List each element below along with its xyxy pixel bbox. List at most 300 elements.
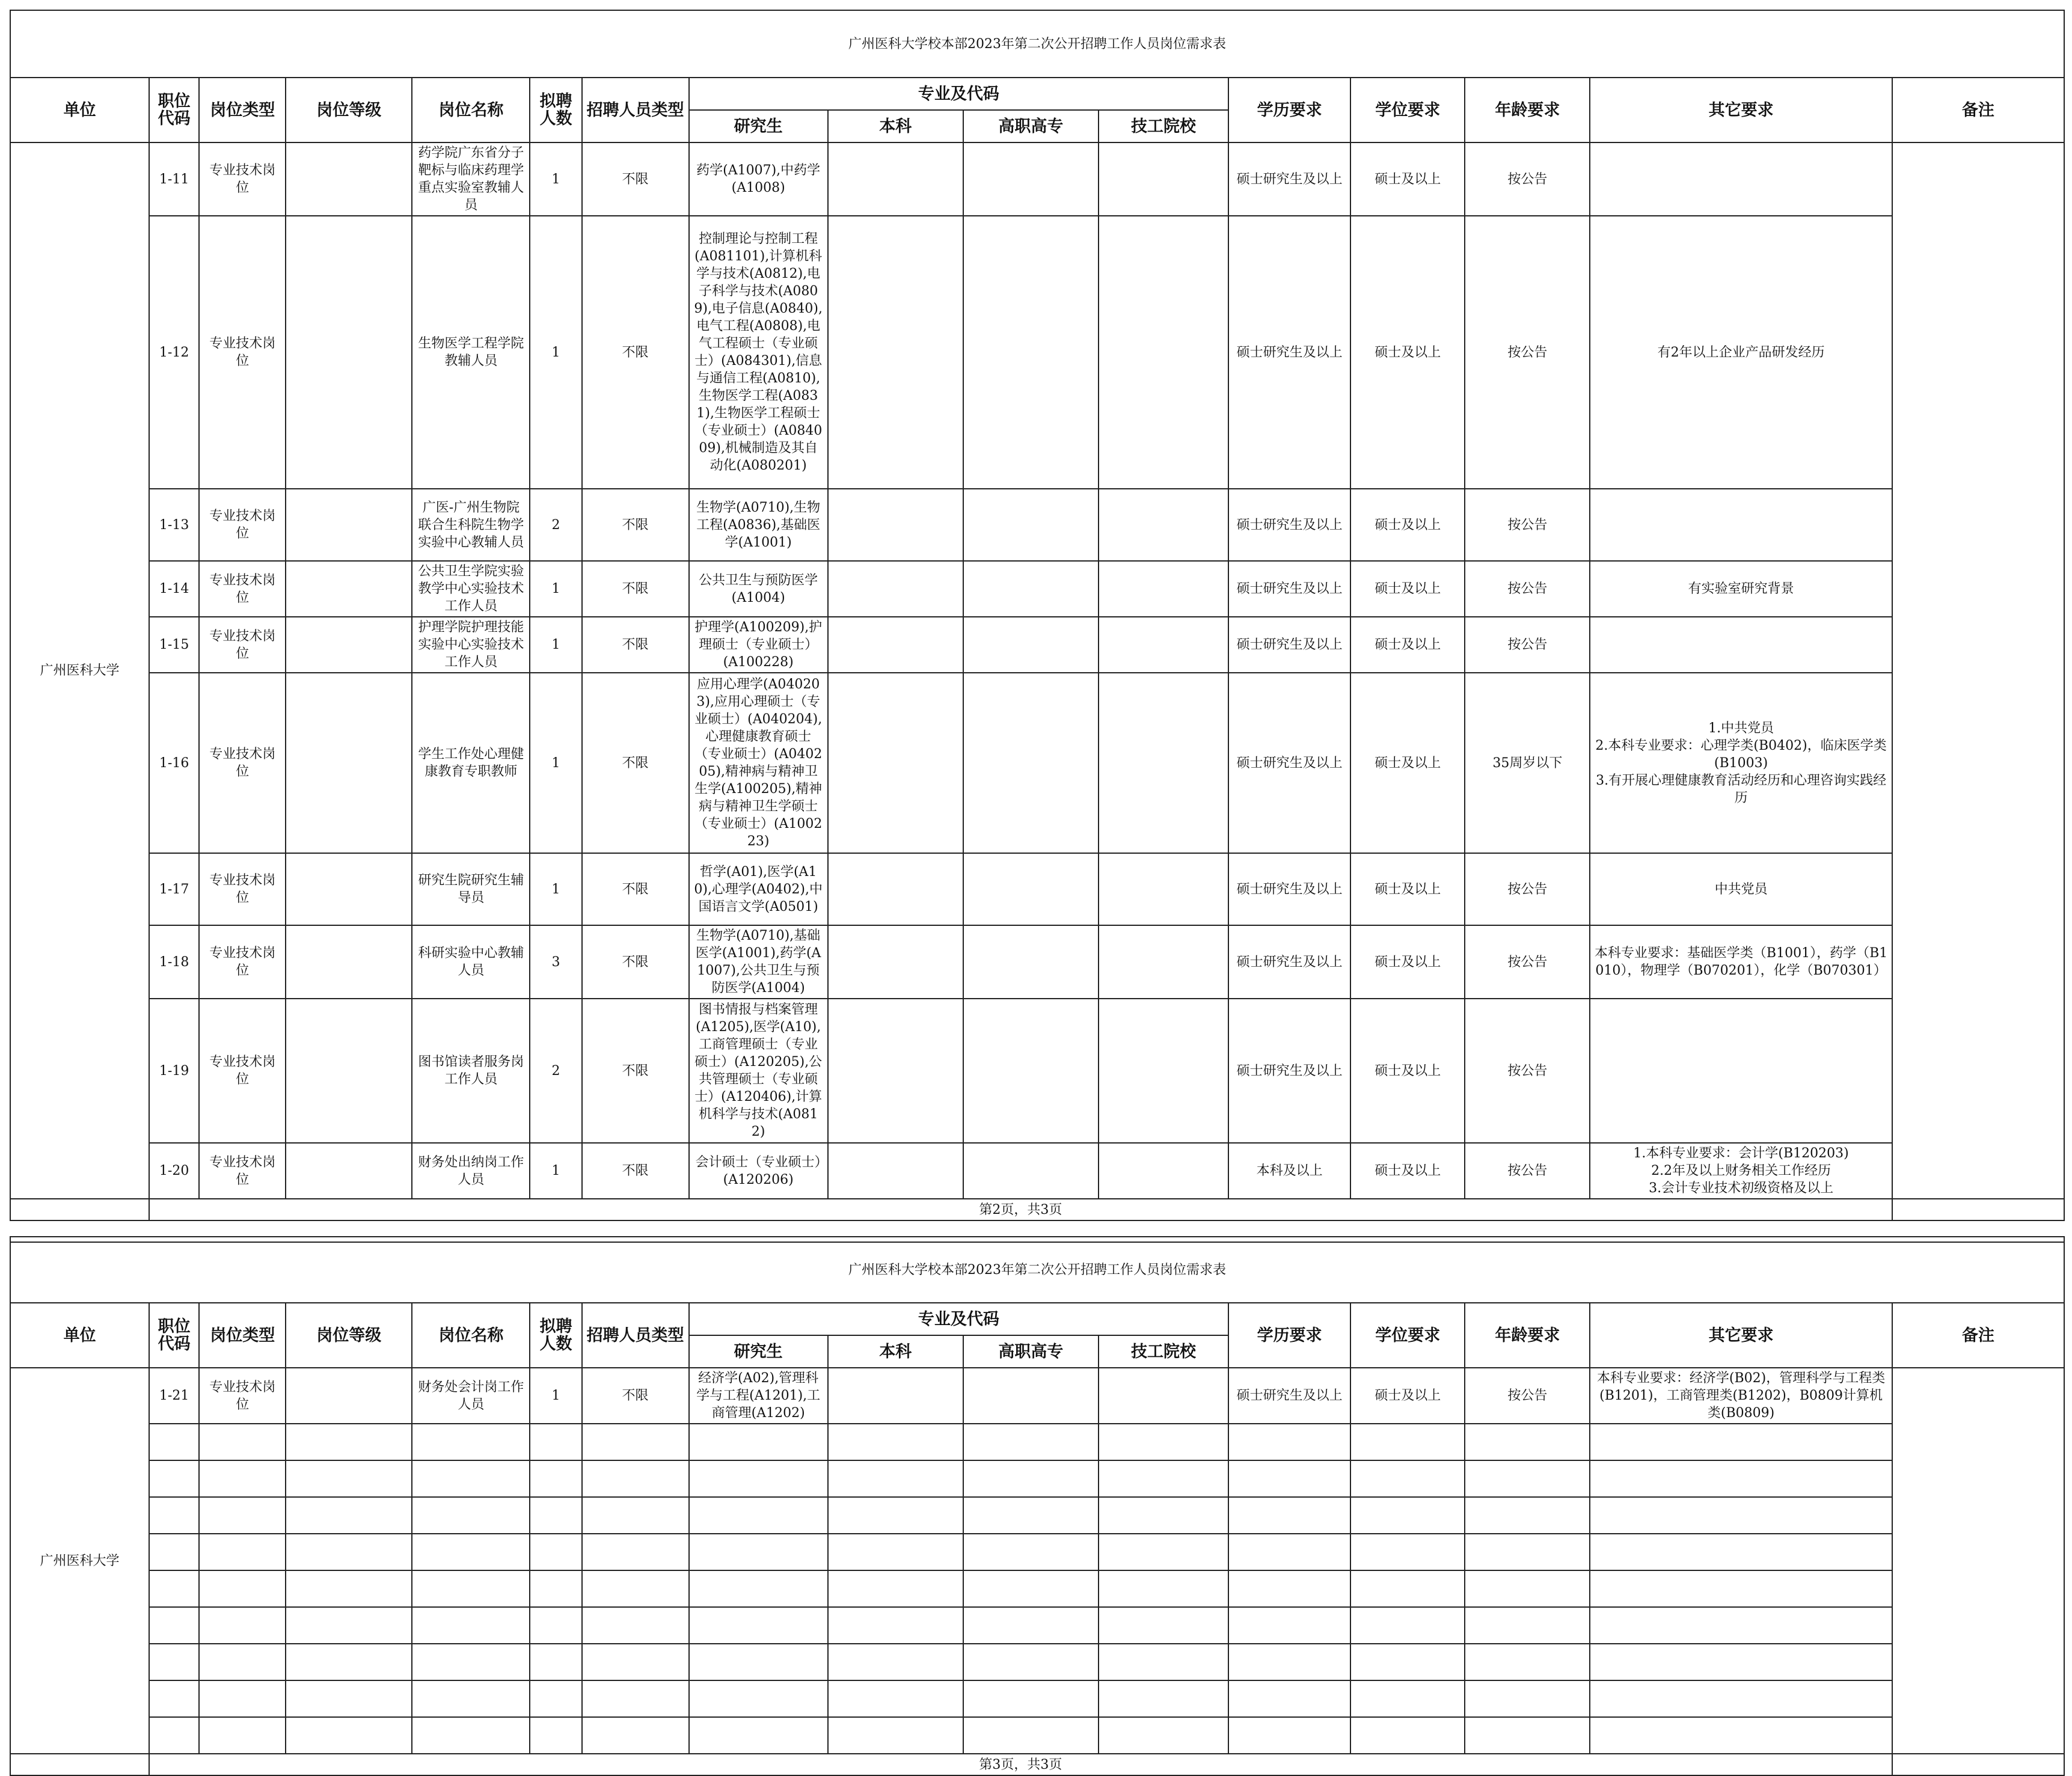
table-row <box>10 925 2064 999</box>
other-requirements-cell: 中共党员 <box>1590 853 1892 925</box>
empty-cell <box>582 1680 689 1717</box>
empty-cell <box>149 1424 199 1460</box>
empty-cell <box>582 1607 689 1644</box>
empty-cell <box>530 1680 581 1717</box>
empty-cell <box>199 1680 286 1717</box>
job-name-cell: 研究生院研究生辅导员 <box>412 853 530 925</box>
job-name-cell: 护理学院护理技能实验中心实验技术工作人员 <box>412 617 530 673</box>
job-code-cell: 1-20 <box>149 1143 199 1199</box>
job-type-cell: 专业技术岗位 <box>199 1143 286 1199</box>
job-type-cell: 专业技术岗位 <box>199 1368 286 1424</box>
job-level-cell <box>286 853 412 925</box>
empty-cell <box>1350 1534 1465 1570</box>
empty-cell <box>828 1717 963 1754</box>
job-type-cell: 专业技术岗位 <box>199 561 286 617</box>
table-row <box>10 617 2064 673</box>
empty-cell <box>1590 1570 1892 1607</box>
empty-cell <box>530 1497 581 1534</box>
empty-cell <box>1465 1680 1590 1717</box>
header-tech: 技工院校 <box>1099 1335 1228 1368</box>
bachelor-major-cell <box>828 216 963 489</box>
empty-cell <box>412 1534 530 1570</box>
empty-cell <box>530 1424 581 1460</box>
bachelor-major-cell <box>828 142 963 216</box>
empty-cell <box>1228 1497 1350 1534</box>
empty-cell <box>582 1424 689 1460</box>
degree-cell: 硕士及以上 <box>1350 1143 1465 1199</box>
recruit-type-cell: 不限 <box>582 999 689 1143</box>
job-level-cell <box>286 925 412 999</box>
empty-cell <box>1099 1607 1228 1644</box>
empty-cell <box>1099 1717 1228 1754</box>
education-cell: 硕士研究生及以上 <box>1228 489 1350 561</box>
headcount-cell: 1 <box>530 617 581 673</box>
tech-major-cell <box>1099 673 1228 853</box>
empty-cell <box>1465 1460 1590 1497</box>
job-level-cell <box>286 617 412 673</box>
empty-cell <box>963 1570 1099 1607</box>
college-major-cell <box>963 853 1099 925</box>
header-code: 职位代码 <box>149 1303 199 1368</box>
header-grad: 研究生 <box>689 1335 828 1368</box>
empty-cell <box>963 1460 1099 1497</box>
grad-major-cell: 应用心理学(A040203),应用心理硕士（专业硕士）(A040204),心理健康教育硕士（专业硕士）(A040205),精神病与精神卫生学(A100205),精神病与精神卫生学硕士（专业硕士）(A100223) <box>689 673 828 853</box>
bachelor-major-cell <box>828 1143 963 1199</box>
job-level-cell <box>286 216 412 489</box>
job-name-cell: 药学院广东省分子靶标与临床药理学重点实验室教辅人员 <box>412 142 530 216</box>
job-type-cell: 专业技术岗位 <box>199 925 286 999</box>
job-type-cell: 专业技术岗位 <box>199 216 286 489</box>
page-number-3: 第3页，共3页 <box>149 1754 1892 1775</box>
empty-cell <box>689 1644 828 1680</box>
college-major-cell <box>963 617 1099 673</box>
empty-cell <box>286 1460 412 1497</box>
job-name-cell: 财务处会计岗工作人员 <box>412 1368 530 1424</box>
headcount-cell: 2 <box>530 999 581 1143</box>
empty-cell <box>1465 1534 1590 1570</box>
empty-cell <box>412 1717 530 1754</box>
empty-table-row <box>10 1497 2064 1534</box>
job-level-cell <box>286 1368 412 1424</box>
education-cell: 硕士研究生及以上 <box>1228 1368 1350 1424</box>
empty-table-row <box>10 1680 2064 1717</box>
bachelor-major-cell <box>828 673 963 853</box>
empty-cell <box>1228 1570 1350 1607</box>
empty-cell <box>828 1644 963 1680</box>
empty-table-row <box>10 1717 2064 1754</box>
degree-cell: 硕士及以上 <box>1350 561 1465 617</box>
header-other: 其它要求 <box>1590 1303 1892 1368</box>
empty-cell <box>1350 1460 1465 1497</box>
other-requirements-cell: 本科专业要求：经济学(B02)，管理科学与工程类(B1201)，工商管理类(B1202)，B0809计算机类(B0809) <box>1590 1368 1892 1424</box>
grad-major-cell: 控制理论与控制工程(A081101),计算机科学与技术(A0812),电子科学与技术(A0809),电子信息(A0840),电气工程(A0808),电气工程硕士（专业硕士）(A084301),信息与通信工程(A0810),生物医学工程(A0831),生物医学工程硕士（专业硕士）(A084009),机械制造及其自动化(A080201) <box>689 216 828 489</box>
empty-cell <box>1099 1680 1228 1717</box>
empty-cell <box>689 1607 828 1644</box>
other-requirements-cell <box>1590 142 1892 216</box>
age-cell: 按公告 <box>1465 853 1590 925</box>
table-row <box>10 673 2064 853</box>
bachelor-major-cell <box>828 617 963 673</box>
empty-cell <box>286 1497 412 1534</box>
empty-cell <box>199 1570 286 1607</box>
empty-cell <box>1099 1534 1228 1570</box>
header-level: 岗位等级 <box>286 78 412 142</box>
table-row <box>10 1143 2064 1199</box>
header-code: 职位代码 <box>149 78 199 142</box>
college-major-cell <box>963 673 1099 853</box>
empty-table-row <box>10 1424 2064 1460</box>
header-grad: 研究生 <box>689 110 828 142</box>
job-code-cell: 1-11 <box>149 142 199 216</box>
recruit-type-cell: 不限 <box>582 617 689 673</box>
empty-cell <box>828 1534 963 1570</box>
empty-cell <box>412 1607 530 1644</box>
empty-cell <box>828 1570 963 1607</box>
tech-major-cell <box>1099 561 1228 617</box>
recruit-type-cell: 不限 <box>582 216 689 489</box>
empty-cell <box>582 1570 689 1607</box>
table-row <box>10 853 2064 925</box>
job-code-cell: 1-15 <box>149 617 199 673</box>
note-cell <box>1892 1368 2064 1754</box>
college-major-cell <box>963 999 1099 1143</box>
empty-cell <box>199 1607 286 1644</box>
grad-major-cell: 生物学(A0710),基础医学(A1001),药学(A1007),公共卫生与预防医学(A1004) <box>689 925 828 999</box>
empty-cell <box>1350 1424 1465 1460</box>
empty-cell <box>286 1607 412 1644</box>
age-cell: 35周岁以下 <box>1465 673 1590 853</box>
empty-cell <box>582 1497 689 1534</box>
job-level-cell <box>286 999 412 1143</box>
empty-cell <box>689 1680 828 1717</box>
job-level-cell <box>286 1143 412 1199</box>
empty-cell <box>1228 1644 1350 1680</box>
degree-cell: 硕士及以上 <box>1350 925 1465 999</box>
empty-cell <box>286 1570 412 1607</box>
empty-cell <box>1590 1717 1892 1754</box>
empty-cell <box>149 1717 199 1754</box>
empty-cell <box>963 1680 1099 1717</box>
empty-cell <box>530 1607 581 1644</box>
tech-major-cell <box>1099 1368 1228 1424</box>
job-code-cell: 1-14 <box>149 561 199 617</box>
empty-cell <box>149 1644 199 1680</box>
job-type-cell: 专业技术岗位 <box>199 617 286 673</box>
empty-cell <box>412 1424 530 1460</box>
empty-cell <box>689 1570 828 1607</box>
empty-cell <box>963 1644 1099 1680</box>
other-requirements-cell: 有实验室研究背景 <box>1590 561 1892 617</box>
table-row <box>10 561 2064 617</box>
empty-cell <box>1590 1460 1892 1497</box>
table-body-page2 <box>10 142 2064 1199</box>
header-bachelor: 本科 <box>828 1335 963 1368</box>
bachelor-major-cell <box>828 853 963 925</box>
age-cell: 按公告 <box>1465 1143 1590 1199</box>
table-row <box>10 489 2064 561</box>
college-major-cell <box>963 142 1099 216</box>
empty-cell <box>199 1534 286 1570</box>
headcount-cell: 1 <box>530 853 581 925</box>
recruit-type-cell: 不限 <box>582 925 689 999</box>
header-count: 拟聘人数 <box>530 1303 581 1368</box>
empty-cell <box>412 1644 530 1680</box>
job-name-cell: 科研实验中心教辅人员 <box>412 925 530 999</box>
age-cell: 按公告 <box>1465 1368 1590 1424</box>
empty-cell <box>1099 1424 1228 1460</box>
tech-major-cell <box>1099 999 1228 1143</box>
empty-cell <box>1099 1497 1228 1534</box>
empty-cell <box>1350 1497 1465 1534</box>
empty-cell <box>582 1644 689 1680</box>
empty-cell <box>1350 1717 1465 1754</box>
education-cell: 硕士研究生及以上 <box>1228 216 1350 489</box>
job-level-cell <box>286 673 412 853</box>
education-cell: 硕士研究生及以上 <box>1228 142 1350 216</box>
empty-cell <box>286 1424 412 1460</box>
headcount-cell: 1 <box>530 673 581 853</box>
headcount-cell: 1 <box>530 561 581 617</box>
college-major-cell <box>963 561 1099 617</box>
header-level: 岗位等级 <box>286 1303 412 1368</box>
tech-major-cell <box>1099 925 1228 999</box>
empty-cell <box>963 1424 1099 1460</box>
empty-cell <box>689 1717 828 1754</box>
other-requirements-cell: 1.本科专业要求：会计学(B120203) 2.2年及以上财务相关工作经历 3.会计专业技术初级资格及以上 <box>1590 1143 1892 1199</box>
age-cell: 按公告 <box>1465 216 1590 489</box>
degree-cell: 硕士及以上 <box>1350 617 1465 673</box>
job-type-cell: 专业技术岗位 <box>199 489 286 561</box>
empty-cell <box>1228 1680 1350 1717</box>
empty-cell <box>689 1460 828 1497</box>
table-row <box>10 142 2064 216</box>
job-type-cell: 专业技术岗位 <box>199 142 286 216</box>
empty-cell <box>530 1717 581 1754</box>
empty-table-row <box>10 1570 2064 1607</box>
empty-cell <box>1099 1644 1228 1680</box>
empty-cell <box>199 1717 286 1754</box>
bachelor-major-cell <box>828 561 963 617</box>
headcount-cell: 1 <box>530 142 581 216</box>
empty-cell <box>1590 1607 1892 1644</box>
page-title-p3: 广州医科大学校本部2023年第二次公开招聘工作人员岗位需求表 <box>10 1237 2064 1303</box>
empty-cell <box>199 1424 286 1460</box>
grad-major-cell: 哲学(A01),医学(A10),心理学(A0402),中国语言文学(A0501) <box>689 853 828 925</box>
empty-cell <box>1590 1534 1892 1570</box>
empty-cell <box>828 1424 963 1460</box>
job-demand-table-page3 <box>10 1236 2065 1776</box>
header-bachelor: 本科 <box>828 110 963 142</box>
empty-cell <box>286 1644 412 1680</box>
page-title: 广州医科大学校本部2023年第二次公开招聘工作人员岗位需求表 <box>10 10 2064 78</box>
empty-cell <box>286 1680 412 1717</box>
header-recruit-type: 招聘人员类型 <box>582 1303 689 1368</box>
header-other: 其它要求 <box>1590 78 1892 142</box>
bachelor-major-cell <box>828 999 963 1143</box>
empty-cell <box>1099 1460 1228 1497</box>
header-unit: 单位 <box>10 78 149 142</box>
empty-cell <box>828 1607 963 1644</box>
empty-cell <box>1228 1460 1350 1497</box>
header-edu: 学历要求 <box>1228 1303 1350 1368</box>
degree-cell: 硕士及以上 <box>1350 1368 1465 1424</box>
empty-cell <box>1465 1424 1590 1460</box>
table-row <box>10 1368 2064 1424</box>
other-requirements-cell <box>1590 999 1892 1143</box>
empty-table-row <box>10 1460 2064 1497</box>
job-name-cell: 公共卫生学院实验教学中心实验技术工作人员 <box>412 561 530 617</box>
headcount-cell: 3 <box>530 925 581 999</box>
job-code-cell: 1-19 <box>149 999 199 1143</box>
job-name-cell: 生物医学工程学院教辅人员 <box>412 216 530 489</box>
degree-cell: 硕士及以上 <box>1350 142 1465 216</box>
tech-major-cell <box>1099 216 1228 489</box>
empty-cell <box>149 1680 199 1717</box>
empty-cell <box>149 1497 199 1534</box>
empty-cell <box>1099 1570 1228 1607</box>
empty-cell <box>1350 1570 1465 1607</box>
age-cell: 按公告 <box>1465 925 1590 999</box>
empty-cell <box>689 1497 828 1534</box>
other-requirements-cell: 1.中共党员 2.本科专业要求：心理学类(B0402)，临床医学类(B1003) 3.有开展心理健康教育活动经历和心理咨询实践经历 <box>1590 673 1892 853</box>
job-name-cell: 财务处出纳岗工作人员 <box>412 1143 530 1199</box>
empty-cell <box>286 1717 412 1754</box>
empty-cell <box>963 1607 1099 1644</box>
job-name-cell: 学生工作处心理健康教育专职教师 <box>412 673 530 853</box>
education-cell: 硕士研究生及以上 <box>1228 673 1350 853</box>
grad-major-cell: 药学(A1007),中药学(A1008) <box>689 142 828 216</box>
job-name-cell: 图书馆读者服务岗工作人员 <box>412 999 530 1143</box>
header-name: 岗位名称 <box>412 78 530 142</box>
unit-cell: 广州医科大学 <box>10 142 149 1199</box>
empty-cell <box>149 1607 199 1644</box>
empty-cell <box>582 1534 689 1570</box>
empty-cell <box>412 1680 530 1717</box>
empty-cell <box>1465 1644 1590 1680</box>
empty-cell <box>582 1460 689 1497</box>
empty-cell <box>1465 1607 1590 1644</box>
recruit-type-cell: 不限 <box>582 1368 689 1424</box>
empty-table-row <box>10 1644 2064 1680</box>
header-type: 岗位类型 <box>199 1303 286 1368</box>
education-cell: 硕士研究生及以上 <box>1228 561 1350 617</box>
age-cell: 按公告 <box>1465 561 1590 617</box>
headcount-cell: 1 <box>530 1143 581 1199</box>
recruit-type-cell: 不限 <box>582 1143 689 1199</box>
grad-major-cell: 公共卫生与预防医学(A1004) <box>689 561 828 617</box>
age-cell: 按公告 <box>1465 489 1590 561</box>
education-cell: 硕士研究生及以上 <box>1228 853 1350 925</box>
job-code-cell: 1-18 <box>149 925 199 999</box>
header-tech: 技工院校 <box>1099 110 1228 142</box>
headcount-cell: 1 <box>530 1368 581 1424</box>
header-major-group: 专业及代码 <box>689 1303 1229 1335</box>
grad-major-cell: 会计硕士（专业硕士）(A120206) <box>689 1143 828 1199</box>
degree-cell: 硕士及以上 <box>1350 853 1465 925</box>
empty-cell <box>1228 1534 1350 1570</box>
empty-cell <box>689 1424 828 1460</box>
empty-cell <box>582 1717 689 1754</box>
job-code-cell: 1-17 <box>149 853 199 925</box>
table-row <box>10 999 2064 1143</box>
education-cell: 本科及以上 <box>1228 1143 1350 1199</box>
job-code-cell: 1-16 <box>149 673 199 853</box>
empty-cell <box>530 1534 581 1570</box>
other-requirements-cell: 有2年以上企业产品研发经历 <box>1590 216 1892 489</box>
empty-table-row <box>10 1534 2064 1570</box>
header-recruit-type: 招聘人员类型 <box>582 78 689 142</box>
empty-cell <box>1350 1680 1465 1717</box>
empty-cell <box>412 1570 530 1607</box>
empty-cell <box>149 1534 199 1570</box>
recruit-type-cell: 不限 <box>582 489 689 561</box>
header-note: 备注 <box>1892 1303 2064 1368</box>
empty-cell <box>1465 1717 1590 1754</box>
degree-cell: 硕士及以上 <box>1350 489 1465 561</box>
unit-cell: 广州医科大学 <box>10 1368 149 1754</box>
header-major-group: 专业及代码 <box>689 78 1229 110</box>
empty-cell <box>963 1717 1099 1754</box>
header-type: 岗位类型 <box>199 78 286 142</box>
tech-major-cell <box>1099 489 1228 561</box>
job-level-cell <box>286 142 412 216</box>
job-code-cell: 1-13 <box>149 489 199 561</box>
grad-major-cell: 图书情报与档案管理(A1205),医学(A10),工商管理硕士（专业硕士）(A120205),公共管理硕士（专业硕士）(A120406),计算机科学与技术(A0812) <box>689 999 828 1143</box>
header-college: 高职高专 <box>963 110 1099 142</box>
recruit-type-cell: 不限 <box>582 561 689 617</box>
job-type-cell: 专业技术岗位 <box>199 853 286 925</box>
college-major-cell <box>963 1143 1099 1199</box>
job-name-cell: 广医-广州生物院联合生科院生物学实验中心教辅人员 <box>412 489 530 561</box>
header-name: 岗位名称 <box>412 1303 530 1368</box>
empty-table-row <box>10 1607 2064 1644</box>
empty-cell <box>149 1460 199 1497</box>
empty-cell <box>1350 1607 1465 1644</box>
bachelor-major-cell <box>828 1368 963 1424</box>
recruit-type-cell: 不限 <box>582 142 689 216</box>
education-cell: 硕士研究生及以上 <box>1228 925 1350 999</box>
tech-major-cell <box>1099 142 1228 216</box>
table-row <box>10 216 2064 489</box>
empty-cell <box>1590 1680 1892 1717</box>
college-major-cell <box>963 489 1099 561</box>
bachelor-major-cell <box>828 489 963 561</box>
recruit-type-cell: 不限 <box>582 853 689 925</box>
college-major-cell <box>963 216 1099 489</box>
job-code-cell: 1-12 <box>149 216 199 489</box>
empty-cell <box>1228 1717 1350 1754</box>
tech-major-cell <box>1099 617 1228 673</box>
empty-cell <box>963 1534 1099 1570</box>
empty-cell <box>1590 1644 1892 1680</box>
empty-cell <box>1228 1607 1350 1644</box>
headcount-cell: 2 <box>530 489 581 561</box>
job-level-cell <box>286 561 412 617</box>
empty-cell <box>286 1534 412 1570</box>
header-degree: 学位要求 <box>1350 1303 1465 1368</box>
education-cell: 硕士研究生及以上 <box>1228 999 1350 1143</box>
bachelor-major-cell <box>828 925 963 999</box>
job-demand-table-page2 <box>10 10 2065 1243</box>
empty-cell <box>530 1460 581 1497</box>
empty-cell <box>689 1534 828 1570</box>
job-level-cell <box>286 489 412 561</box>
headcount-cell: 1 <box>530 216 581 489</box>
header-unit: 单位 <box>10 1303 149 1368</box>
table-body-page3 <box>10 1368 2064 1754</box>
other-requirements-cell: 本科专业要求：基础医学类（B1001），药学（B1010），物理学（B070201），化学（B070301） <box>1590 925 1892 999</box>
header-age: 年龄要求 <box>1465 1303 1590 1368</box>
